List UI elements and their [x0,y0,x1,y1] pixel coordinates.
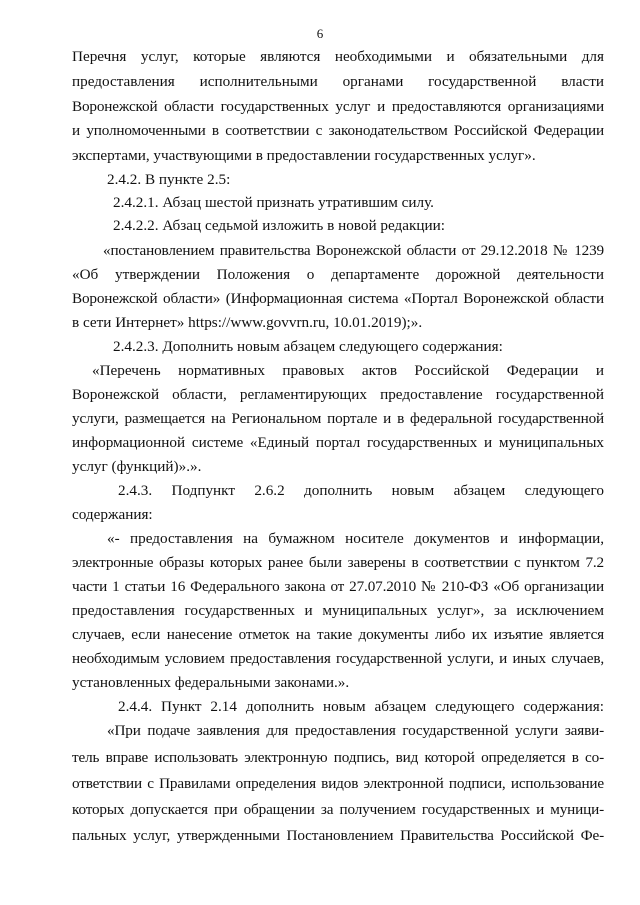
text-line: 2.4.3. Подпункт 2.6.2 дополнить новым абзацем следующего [118,482,604,499]
text-line: 2.4.2.2. Абзац седьмой изложить в новой редакции: [113,217,445,234]
text-line: Воронежской области государственных услуг и предоставляются организациями [72,98,604,115]
text-line: услуги, размещается на Региональном портале и в федеральной государственной [72,410,604,427]
text-line: части 1 статьи 16 Федерального закона от 27.07.2010 № 210-ФЗ «Об организации [72,578,604,595]
text-line: предоставления исполнительными органами государственной власти [72,73,604,90]
text-line: в сети Интернет» https://www.govvrn.ru, 10.01.2019);». [72,314,423,331]
text-line: необходимым условием предоставления государственной услуги, и иных случаев, [72,650,604,667]
text-line: 2.4.2.3. Дополнить новым абзацем следующего содержания: [113,338,503,355]
text-line: «постановлением правительства Воронежской области от 29.12.2018 № 1239 [103,242,604,259]
text-line: и уполномоченными в соответствии с законодательством Российской Федерации [72,122,604,139]
text-line: ответствии с Правилами определения видов электронной подписи, использование [72,775,604,792]
text-line: 2.4.2.1. Абзац шестой признать утратившим силу. [113,194,434,211]
text-line: 2.4.2. В пункте 2.5: [107,171,231,188]
text-line: предоставления государственных и муниципальных услуг», за исключением [72,602,604,619]
text-line: «- предоставления на бумажном носителе документов и информации, [107,530,604,547]
text-line: «Перечень нормативных правовых актов Российской Федерации и [92,362,604,379]
text-line: «Об утверждении Положения о департаменте дорожной деятельности [72,266,604,283]
text-line: Воронежской области» (Информационная система «Портал Воронежской области [72,290,604,307]
text-line: случаев, если нанесение отметок на такие документы либо их изъятие является [72,626,604,643]
text-line: электронные образы которых ранее были заверены в соответствии с пунктом 7.2 [72,554,604,571]
text-line: которых допускается при обращении за получением государственных и муници- [72,801,604,818]
text-line: экспертами, участвующими в предоставлении государственных услуг». [72,147,536,164]
text-line: Перечня услуг, которые являются необходимыми и обязательными для [72,48,604,65]
text-line: 2.4.4. Пункт 2.14 дополнить новым абзацем следующего содержания: [118,698,604,715]
text-line: информационной системе «Единый портал государственных и муниципальных [72,434,604,451]
text-line: тель вправе использовать электронную подпись, вид которой определяется в со- [72,749,604,766]
text-line: установленных федеральными законами.». [72,674,350,691]
text-line: пальных услуг, утвержденными Постановлением Правительства Российской Фе- [72,827,604,844]
text-line: услуг (функций)».». [72,458,202,475]
page-number: 6 [316,26,324,41]
text-line: «При подаче заявления для предоставления государственной услуги заяви- [107,722,604,739]
text-line: Воронежской области, регламентирующих предоставление государственной [72,386,604,403]
text-line: содержания: [72,506,153,523]
